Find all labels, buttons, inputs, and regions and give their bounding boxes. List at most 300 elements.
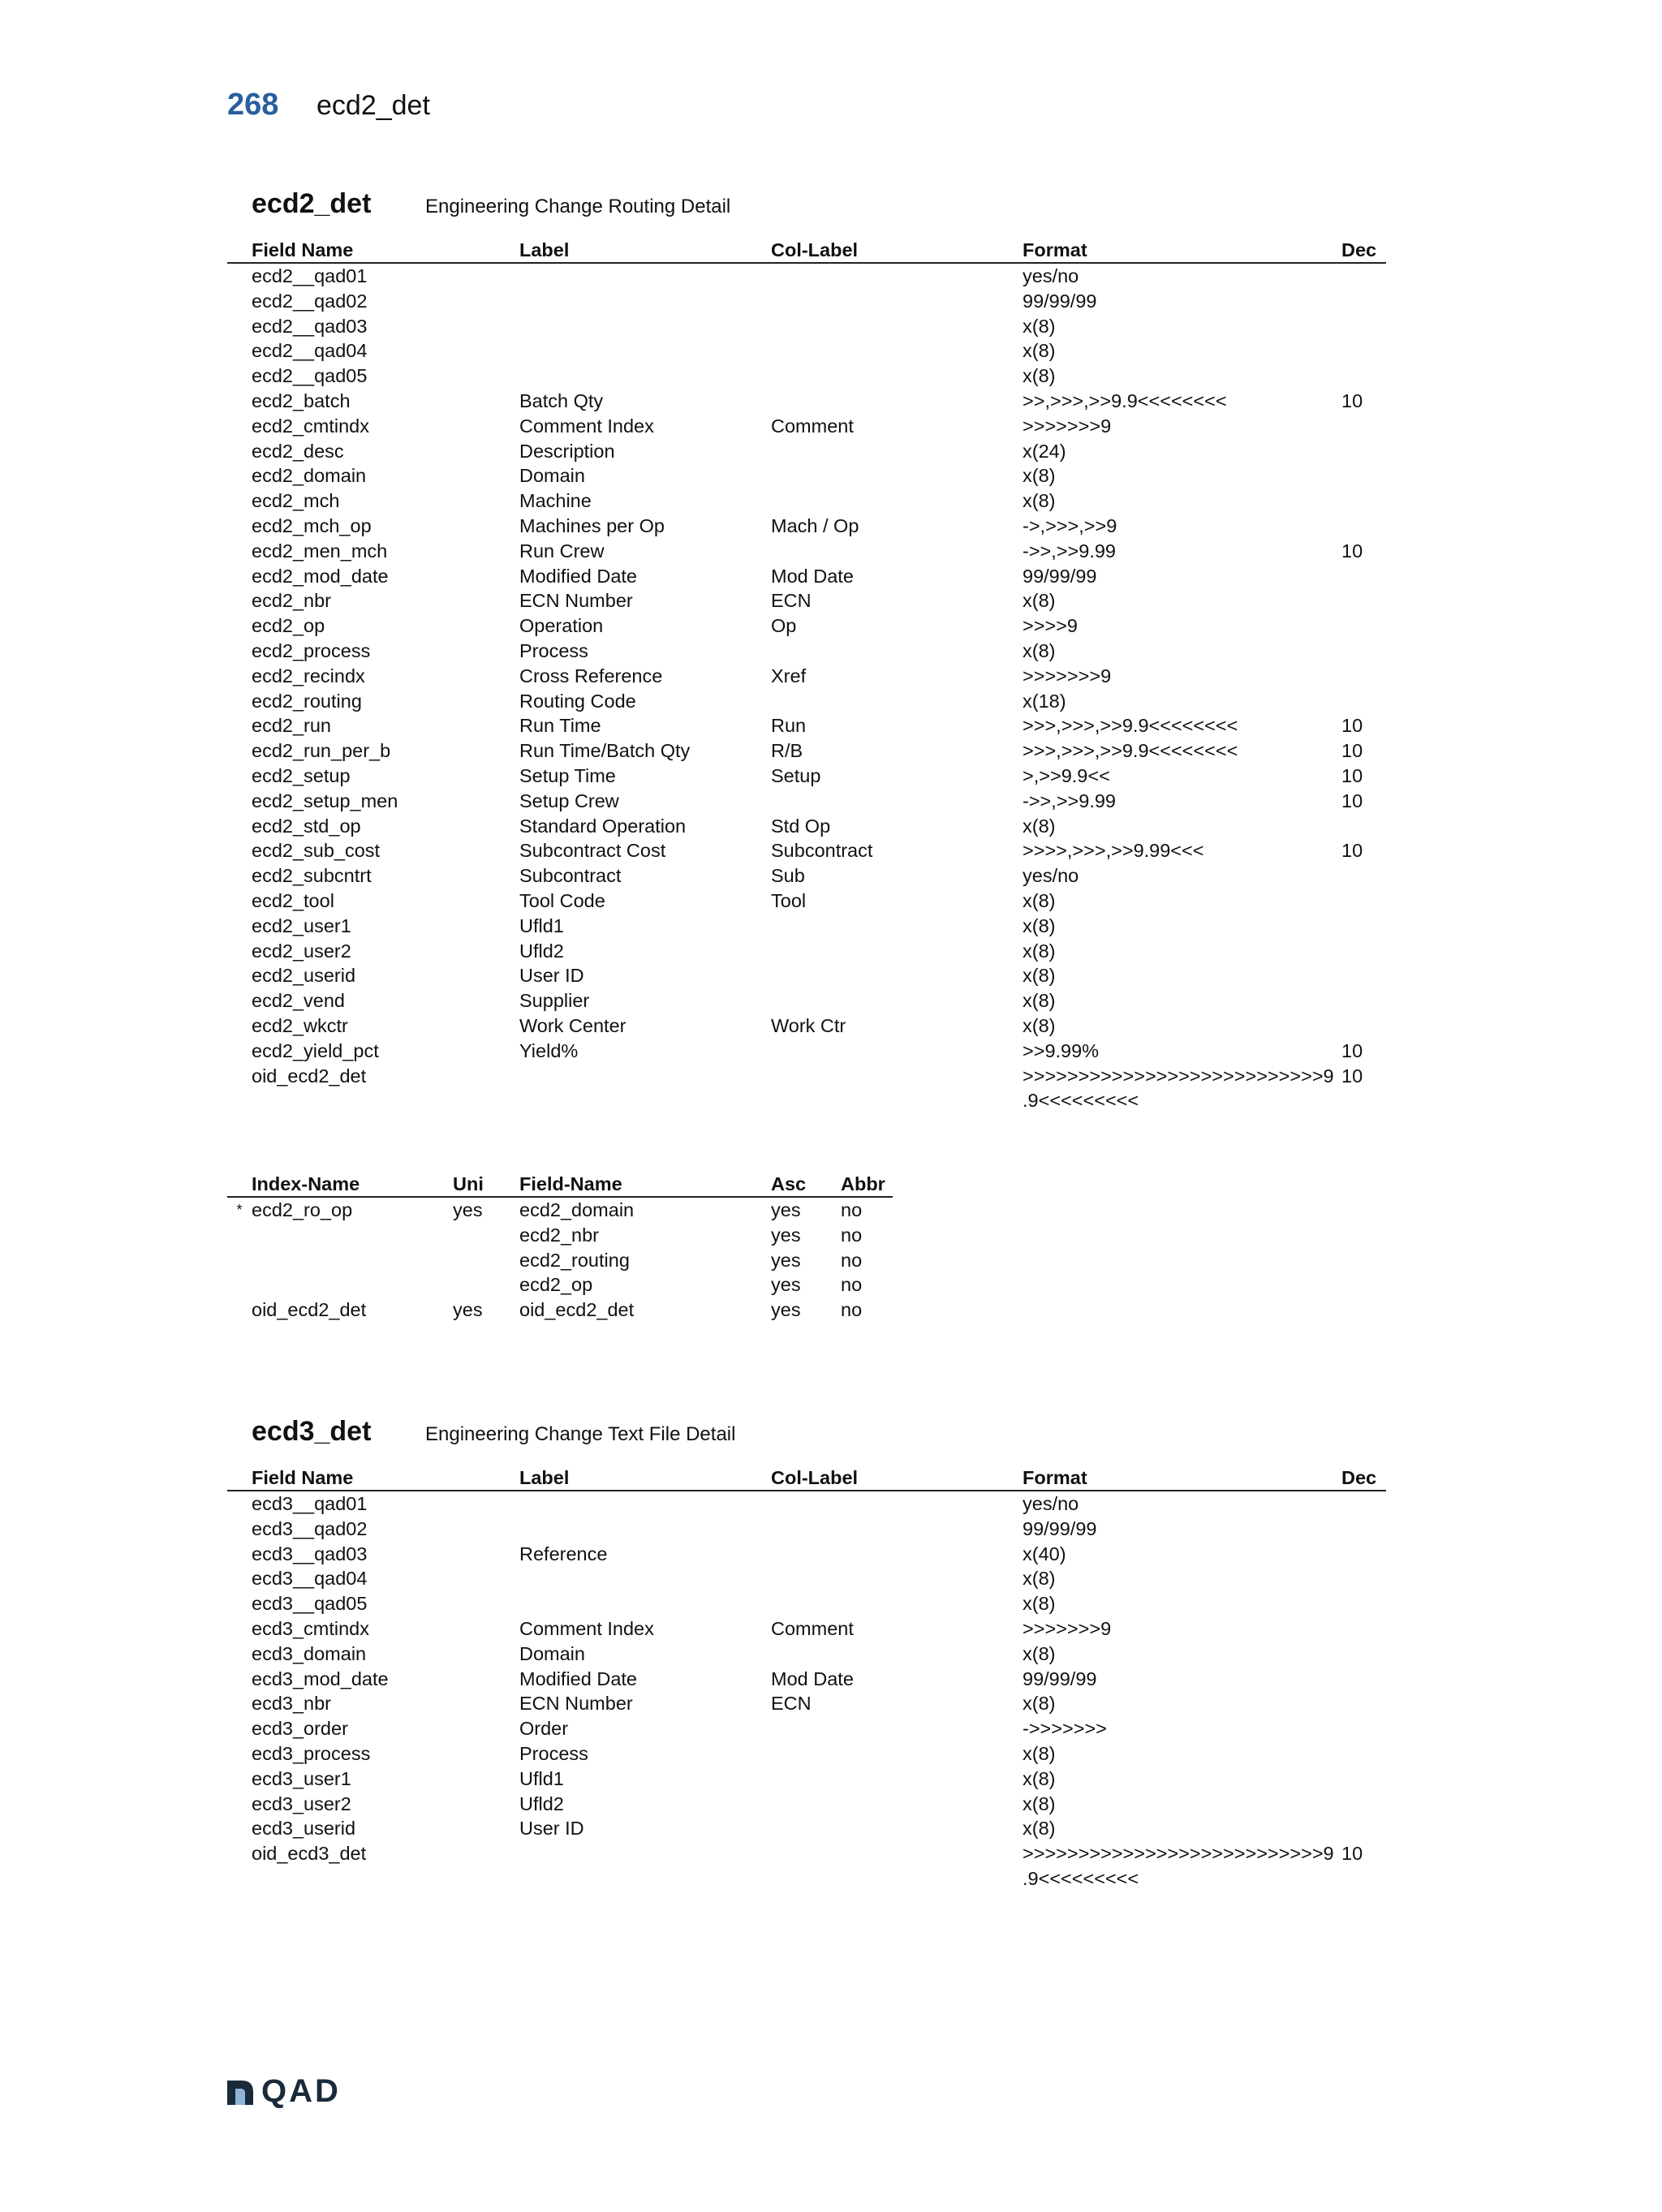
col-label-cell [771,1517,1023,1542]
asc-cell: yes [771,1299,801,1321]
label-cell: Description [519,440,615,462]
table-row [227,1013,1386,1039]
mark-spacer [227,289,252,314]
field-name-cell: ecd2_process [252,639,371,661]
col-label-cell [771,364,1023,389]
format-line: x(8) [1023,365,1056,387]
format-cell [1023,689,1341,714]
table-row [227,488,1386,514]
mark-spacer [227,988,252,1013]
format-cell [1023,1517,1341,1542]
table-row [227,1039,1386,1064]
dec-cell [1341,1767,1386,1792]
mark-spacer [227,1642,252,1667]
dec-cell [1341,414,1386,439]
dec-cell [1341,1642,1386,1667]
label-cell: Supplier [519,990,590,1012]
index-name-cell: ecd2_ro_op [252,1199,353,1221]
field-name-cell: ecd3__qad05 [252,1593,368,1615]
header-col-label: Col-Label [771,1467,859,1488]
table-description: Engineering Change Routing Detail [425,196,731,217]
label-cell: User ID [519,965,584,987]
field-name-cell: ecd2_sub_cost [252,840,381,862]
uni-cell: yes [453,1299,483,1321]
field-name-cell: ecd2_desc [252,440,344,462]
uni-cell: yes [453,1199,483,1221]
table-row [227,264,1386,289]
mark-spacer [227,1465,252,1490]
format-cell [1023,1841,1341,1891]
format-line: >>>>>>>>>>>>>>>>>>>>>>>>>>>9 [1023,1065,1334,1087]
field-name-cell: ecd3_domain [252,1642,367,1664]
format-cell [1023,1566,1341,1591]
field-name-cell: ecd2__qad01 [252,265,368,286]
mark-spacer [227,838,252,863]
table-row [227,1064,1386,1114]
table-row [227,289,1386,314]
index-field-cell: oid_ecd2_det [519,1299,635,1321]
table-row [227,764,1386,789]
col-label-cell: Run [771,715,807,737]
col-label-cell: Mach / Op [771,514,859,536]
col-label-cell [771,1591,1023,1616]
col-label-cell [771,1039,1023,1064]
field-name-cell: ecd2__qad05 [252,365,368,387]
mark-spacer [227,689,252,714]
mark-spacer [227,1667,252,1692]
table-row [227,389,1386,414]
col-label-cell [771,463,1023,488]
table-row [227,1816,1386,1841]
table-ecd3-det [227,1416,1386,1891]
format-line: x(8) [1023,315,1056,337]
format-line: x(8) [1023,914,1056,936]
label-cell: Subcontract [519,865,622,887]
dec-cell [1341,1741,1386,1767]
col-label-cell [771,988,1023,1013]
format-cell [1023,1716,1341,1741]
format-line: yes/no [1023,865,1079,887]
table-row [227,514,1386,539]
mark-spacer [227,264,252,289]
dec-cell [1341,564,1386,589]
col-label-cell [771,389,1023,414]
col-label-cell [771,1064,1023,1114]
format-cell [1023,863,1341,889]
table-row [227,463,1386,488]
abbr-cell: no [841,1274,863,1296]
table-row [227,1767,1386,1792]
field-name-cell: ecd2_men_mch [252,540,388,562]
primary-index-marker: * [236,1202,243,1219]
label-cell: Run Time/Batch Qty [519,740,691,762]
col-label-cell [771,338,1023,364]
table-row [227,713,1386,738]
uni-cell [453,1223,519,1248]
label-cell [519,1566,771,1591]
format-line: x(8) [1023,1818,1056,1840]
header-field-name: Field-Name [519,1173,622,1195]
mark-spacer [227,1792,252,1817]
mark-spacer [227,639,252,664]
col-label-cell [771,1491,1023,1517]
label-cell: Run Time [519,715,601,737]
col-label-cell [771,289,1023,314]
label-cell [519,314,771,339]
format-cell [1023,414,1341,439]
label-cell: Process [519,1742,588,1764]
label-cell: Yield% [519,1039,579,1061]
format-line: 99/99/99 [1023,1517,1097,1539]
table-title-row [227,1416,1386,1448]
format-line: x(40) [1023,1543,1066,1564]
format-line: x(8) [1023,1767,1056,1789]
format-cell [1023,988,1341,1013]
col-label-cell: Mod Date [771,565,854,587]
mark-spacer [227,389,252,414]
dec-cell: 10 [1341,540,1363,562]
field-name-cell: oid_ecd2_det [252,1065,367,1087]
header-asc: Asc [771,1173,807,1195]
label-cell [519,264,771,289]
table-row [227,1792,1386,1817]
mark-spacer [227,1767,252,1792]
table-row [227,1517,1386,1542]
dec-cell [1341,1013,1386,1039]
index-name-cell: oid_ecd2_det [252,1299,367,1321]
col-label-cell: Std Op [771,815,831,837]
col-label-cell [771,963,1023,988]
mark-spacer [227,514,252,539]
col-label-cell [771,639,1023,664]
mark-spacer [227,1566,252,1591]
col-label-cell: Xref [771,665,807,686]
dec-cell: 10 [1341,1065,1363,1087]
format-line: >>9.99% [1023,1039,1100,1061]
abbr-cell: no [841,1299,863,1321]
table-row [227,1841,1386,1891]
field-name-cell: ecd3__qad01 [252,1493,368,1514]
abbr-cell: no [841,1249,863,1271]
mark-spacer [227,1841,252,1891]
format-line: x(8) [1023,990,1056,1012]
format-line: >>>>>>>>>>>>>>>>>>>>>>>>>>>9 [1023,1843,1334,1865]
dec-cell [1341,1616,1386,1642]
format-cell [1023,814,1341,839]
table-row [227,588,1386,613]
format-cell [1023,1064,1341,1114]
col-label-cell [771,1792,1023,1817]
header-label: Label [519,1467,570,1488]
header-format: Format [1023,239,1087,260]
page-header [227,88,430,123]
index-field-cell: ecd2_domain [519,1199,635,1221]
format-cell [1023,939,1341,964]
col-label-cell [771,1542,1023,1567]
col-label-cell: Comment [771,1617,854,1639]
format-cell [1023,389,1341,414]
dec-cell [1341,1816,1386,1841]
field-name-cell: ecd2_mch [252,490,340,512]
format-cell [1023,1667,1341,1692]
label-cell: Ufld1 [519,1767,564,1789]
col-label-cell [771,1716,1023,1741]
field-table-header [227,238,1386,264]
format-line: x(8) [1023,1593,1056,1615]
col-label-cell [771,439,1023,464]
table-row [227,689,1386,714]
col-label-cell: Subcontract [771,840,873,862]
format-cell [1023,1816,1341,1841]
table-row [227,1716,1386,1741]
mark-spacer [227,1542,252,1567]
dec-cell [1341,1566,1386,1591]
format-cell [1023,838,1341,863]
format-cell [1023,914,1341,939]
index-field-cell: ecd2_routing [519,1249,630,1271]
col-label-cell [771,1767,1023,1792]
format-line: >>>>>>>9 [1023,1617,1112,1639]
format-cell [1023,963,1341,988]
col-label-cell: Mod Date [771,1668,854,1689]
header-index-name: Index-Name [252,1173,360,1195]
col-label-cell [771,1841,1023,1891]
asc-cell: yes [771,1224,801,1246]
table-row [227,539,1386,564]
format-line: x(8) [1023,1792,1056,1814]
format-cell [1023,1642,1341,1667]
dec-cell [1341,613,1386,639]
dec-cell [1341,988,1386,1013]
asc-cell: yes [771,1274,801,1296]
mark-spacer [227,1741,252,1767]
label-cell: Setup Crew [519,790,619,811]
format-line: x(8) [1023,1642,1056,1664]
index-table-body [227,1198,893,1323]
table-row [227,664,1386,689]
primary-index-marker [227,1248,252,1273]
mark-spacer [227,1816,252,1841]
field-name-cell: ecd2_cmtindx [252,415,369,437]
primary-index-marker [227,1298,252,1323]
label-cell: Operation [519,615,604,637]
header-field-name: Field Name [252,239,354,260]
mark-spacer [227,1616,252,1642]
dec-cell: 10 [1341,1039,1363,1061]
label-cell: Comment Index [519,1617,654,1639]
field-name-cell: ecd2_setup_men [252,790,398,811]
field-name-cell: ecd2_userid [252,965,356,987]
dec-cell [1341,814,1386,839]
format-cell [1023,639,1341,664]
table-row [227,439,1386,464]
field-name-cell: ecd2_op [252,615,325,637]
dec-cell [1341,463,1386,488]
format-line: yes/no [1023,265,1079,286]
label-cell: Process [519,639,588,661]
table-row [227,963,1386,988]
dec-cell [1341,863,1386,889]
table-row [227,1667,1386,1692]
asc-cell: yes [771,1249,801,1271]
label-cell: Ufld2 [519,1792,564,1814]
field-name-cell: ecd3__qad04 [252,1568,368,1590]
mark-spacer [227,963,252,988]
format-cell [1023,1491,1341,1517]
field-name-cell: ecd3_user2 [252,1792,351,1814]
field-table-body [227,264,1386,1113]
label-cell: Ufld1 [519,914,564,936]
table-row [227,789,1386,814]
dec-cell [1341,289,1386,314]
format-line: x(8) [1023,1742,1056,1764]
format-cell [1023,764,1341,789]
field-name-cell: ecd2_vend [252,990,345,1012]
field-name-cell: ecd2_recindx [252,665,365,686]
format-line: >>>,>>>,>>9.9<<<<<<<< [1023,715,1238,737]
dec-cell [1341,1542,1386,1567]
mark-spacer [227,939,252,964]
label-cell: Domain [519,1642,585,1664]
col-label-cell: ECN [771,1693,812,1715]
col-label-cell [771,914,1023,939]
table-row [227,988,1386,1013]
table-row [227,863,1386,889]
format-cell [1023,613,1341,639]
field-table-header [227,1465,1386,1491]
col-label-cell [771,264,1023,289]
dec-cell [1341,689,1386,714]
label-cell: Subcontract Cost [519,840,666,862]
table-name: ecd2_det [252,188,372,219]
dec-cell [1341,338,1386,364]
mark-spacer [227,463,252,488]
table-row [227,889,1386,914]
index-name-cell [252,1272,453,1298]
field-name-cell: ecd3_nbr [252,1693,331,1715]
dec-cell [1341,639,1386,664]
format-line: >>>>9 [1023,615,1078,637]
label-cell: Reference [519,1543,608,1564]
format-line: x(24) [1023,440,1066,462]
uni-cell [453,1248,519,1273]
format-line: x(8) [1023,889,1056,911]
label-cell: Routing Code [519,690,636,712]
format-line: x(8) [1023,815,1056,837]
label-cell [519,289,771,314]
format-cell [1023,713,1341,738]
col-label-cell: ECN [771,590,812,612]
format-line: x(8) [1023,1693,1056,1715]
format-line-continued: .9<<<<<<<<< [1023,1090,1139,1112]
mark-spacer [227,539,252,564]
label-cell: Setup Time [519,764,616,786]
field-name-cell: oid_ecd3_det [252,1843,367,1865]
col-label-cell: Work Ctr [771,1014,846,1036]
mark-spacer [227,1517,252,1542]
label-cell [519,338,771,364]
format-line: x(8) [1023,1568,1056,1590]
field-name-cell: ecd2__qad04 [252,340,368,362]
format-line: >,>>9.9<< [1023,764,1110,786]
field-name-cell: ecd3__qad02 [252,1517,368,1539]
table-row [227,1542,1386,1567]
format-line: 99/99/99 [1023,290,1097,312]
mark-spacer [227,364,252,389]
dec-cell: 10 [1341,1843,1363,1865]
format-cell [1023,1767,1341,1792]
format-cell [1023,488,1341,514]
format-cell [1023,1792,1341,1817]
table-row [227,914,1386,939]
mark-spacer [227,789,252,814]
format-cell [1023,889,1341,914]
header-abbr: Abbr [841,1173,885,1195]
dec-cell: 10 [1341,764,1363,786]
header-dec: Dec [1341,239,1377,260]
col-label-cell [771,939,1023,964]
label-cell [519,1491,771,1517]
index-row [227,1198,893,1223]
label-cell: Batch Qty [519,389,604,411]
col-label-cell: R/B [771,740,803,762]
dec-cell [1341,364,1386,389]
field-name-cell: ecd2__qad03 [252,315,368,337]
dec-cell [1341,314,1386,339]
format-line: x(18) [1023,690,1066,712]
label-cell: Tool Code [519,889,605,911]
mark-spacer [227,713,252,738]
dec-cell [1341,664,1386,689]
uni-cell [453,1272,519,1298]
format-line: x(8) [1023,1014,1056,1036]
format-line: >>,>>>,>>9.9<<<<<<<< [1023,389,1227,411]
table-row [227,1642,1386,1667]
field-name-cell: ecd2_tool [252,889,334,911]
abbr-cell: no [841,1199,863,1221]
field-name-cell: ecd3_mod_date [252,1668,389,1689]
label-cell: Modified Date [519,565,637,587]
index-row [227,1223,893,1248]
col-label-cell: Tool [771,889,807,911]
col-label-cell [771,1816,1023,1841]
format-line: x(8) [1023,340,1056,362]
table-description: Engineering Change Text File Detail [425,1423,736,1445]
index-row [227,1298,893,1323]
col-label-cell [771,314,1023,339]
label-cell: User ID [519,1818,584,1840]
format-cell [1023,338,1341,364]
format-cell [1023,289,1341,314]
col-label-cell [771,689,1023,714]
qad-logo-icon [226,2077,256,2107]
format-line: x(8) [1023,639,1056,661]
label-cell: Standard Operation [519,815,687,837]
mark-spacer [227,1691,252,1716]
mark-spacer [227,1064,252,1114]
label-cell: Machines per Op [519,514,665,536]
format-line-continued: .9<<<<<<<<< [1023,1867,1139,1889]
mark-spacer [227,1716,252,1741]
index-name-cell [252,1248,453,1273]
mark-spacer [227,863,252,889]
dec-cell [1341,488,1386,514]
format-cell [1023,364,1341,389]
table-row [227,939,1386,964]
format-line: x(8) [1023,940,1056,962]
mark-spacer [227,889,252,914]
format-cell [1023,1591,1341,1616]
